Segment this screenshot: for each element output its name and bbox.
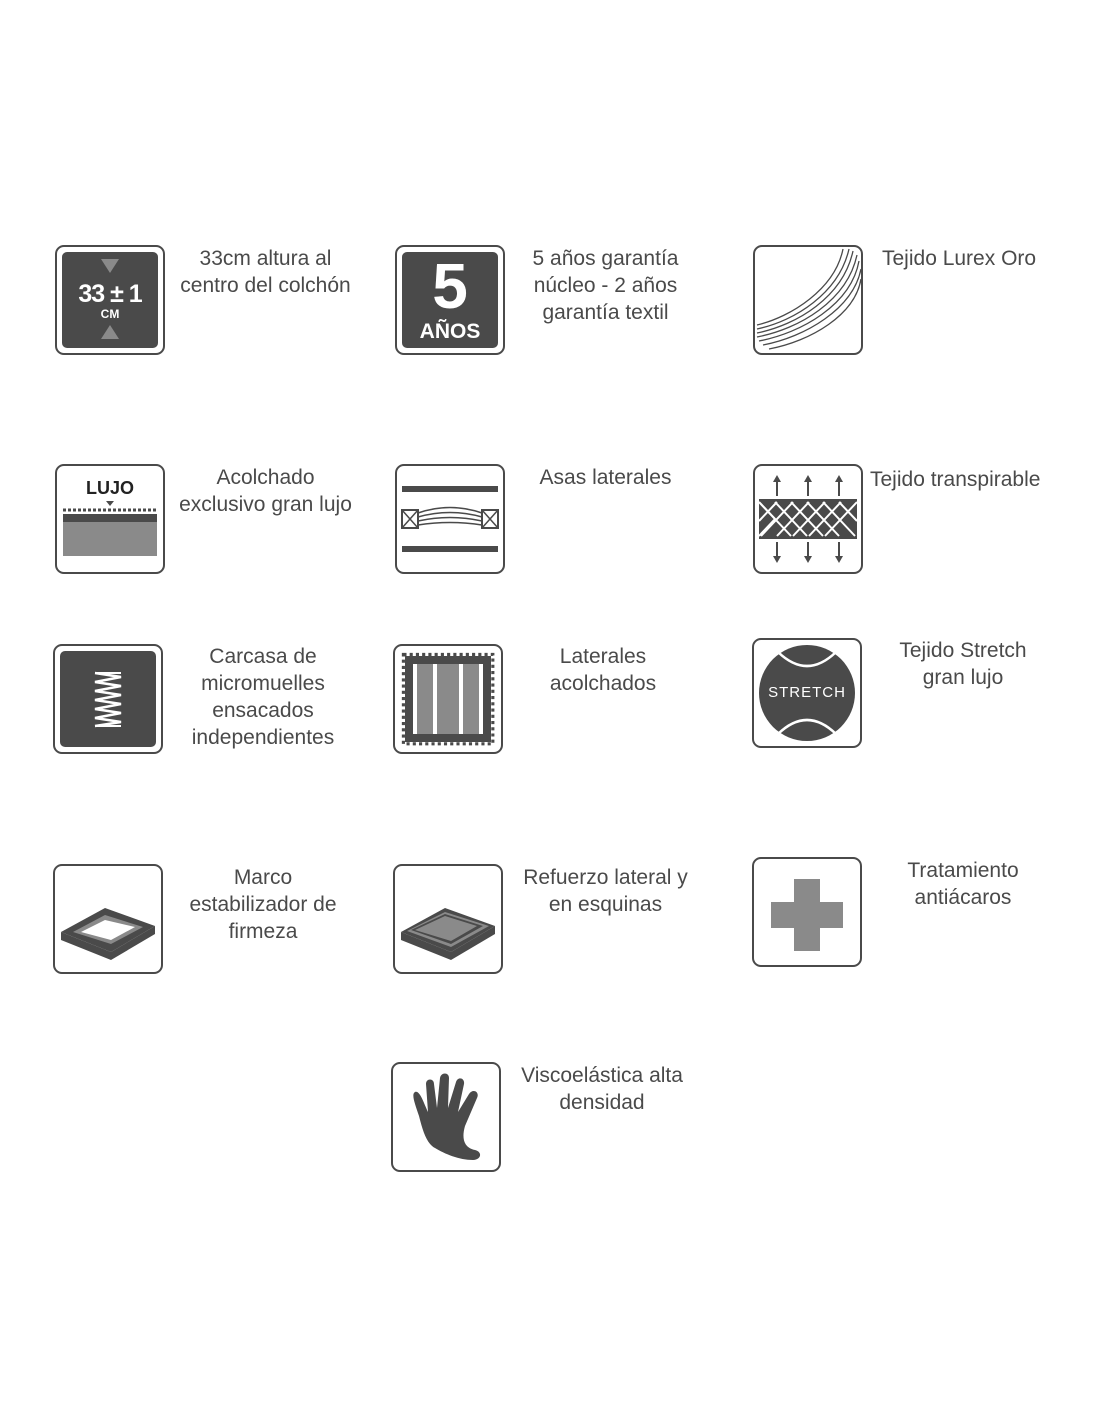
padded-sides-icon [393,644,503,754]
height-33-icon [55,245,165,355]
feature-label-frame: Marco estabilizador de firmeza [189,866,337,943]
feature-label-stretch: Tejido Stretch gran lujo [899,639,1027,689]
lurex-thread-icon [753,245,863,355]
feature-label-handles: Asas laterales [539,466,672,489]
height-unit: CM [100,307,120,321]
breathable-fabric-icon [753,464,863,574]
warranty-number: 5 [432,250,468,322]
stretch-badge: STRETCH [768,684,846,701]
height-value: 33 ± 1 [78,280,142,308]
luxury-quilting-icon [55,464,165,574]
feature-label-breathable: Tejido transpirable [870,468,1041,491]
feature-label-lurex: Tejido Lurex Oro [882,247,1037,270]
feature-label-warranty: 5 años garantía núcleo - 2 años garantía textil [532,247,679,324]
anti-mite-cross-icon [752,857,862,967]
feature-label-springs: Carcasa de micromuelles ensacados independientes [191,645,335,749]
side-handles-icon [395,464,505,574]
hand-print-icon [391,1062,501,1172]
feature-label-anti-mite: Tratamiento antiácaros [907,859,1019,909]
warranty-unit: AÑOS [419,320,481,343]
stabilizer-frame-icon [53,864,163,974]
corner-reinforcement-icon [393,864,503,974]
feature-label-height: 33cm altura al centro del colchón [180,247,351,297]
warranty-5-years-icon [395,245,505,355]
pocket-springs-icon [53,644,163,754]
feature-label-reinforcement: Refuerzo lateral y en esquinas [523,866,688,916]
feature-label-quilting: Acolchado exclusivo gran lujo [179,466,352,516]
stretch-fabric-icon [752,638,862,748]
quilting-badge: LUJO [85,478,134,498]
feature-label-memory-foam: Viscoelástica alta densidad [521,1064,683,1114]
feature-label-padded-sides: Laterales acolchados [549,645,657,695]
